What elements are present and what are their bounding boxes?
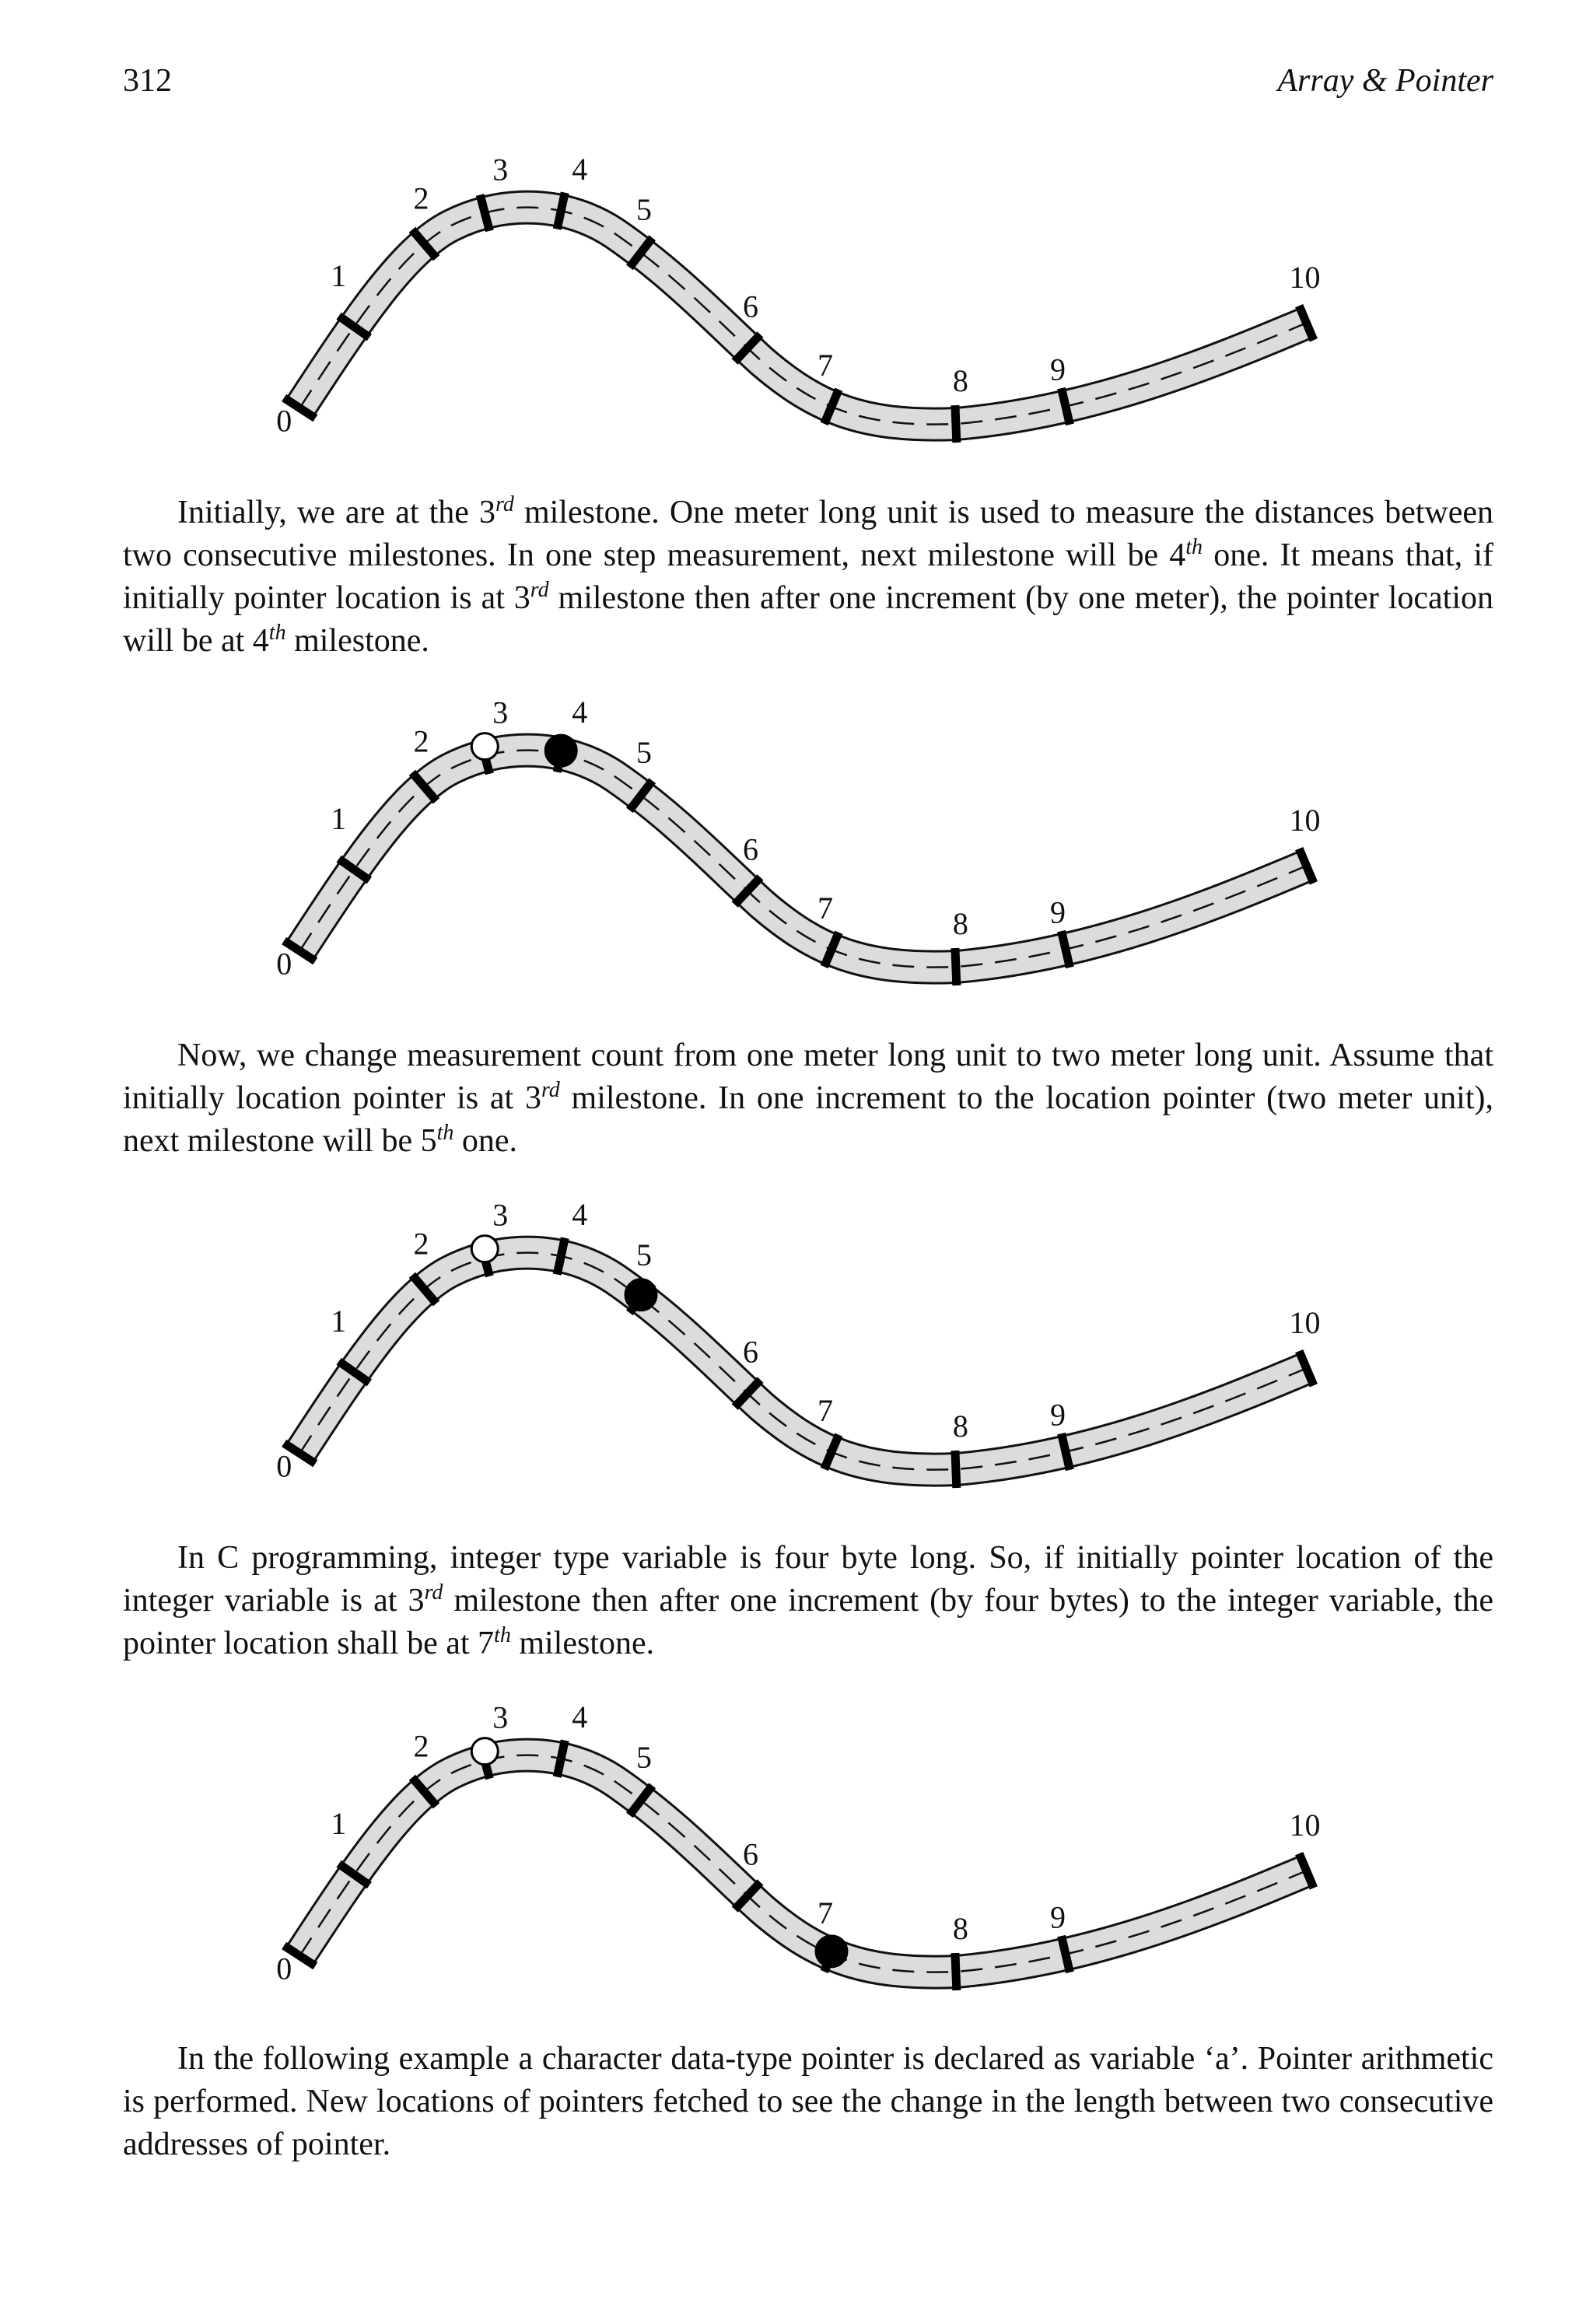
milestone-label-4: 4 [572, 695, 588, 730]
milestone-label-7: 7 [817, 347, 833, 383]
ordinal-superscript: th [494, 1623, 511, 1647]
milestone-label-0: 0 [276, 946, 292, 982]
milestone-label-9: 9 [1049, 352, 1066, 387]
pointer-end-marker [545, 735, 576, 766]
pointer-start-marker [471, 1738, 498, 1765]
milestone-label-9: 9 [1049, 1397, 1066, 1433]
page-header [123, 62, 1493, 109]
milestone-tick-8 [955, 948, 957, 985]
milestone-label-4: 4 [572, 1197, 588, 1233]
milestone-label-3: 3 [492, 1197, 509, 1233]
ordinal-superscript: th [436, 1121, 454, 1145]
milestone-label-9: 9 [1049, 1899, 1066, 1935]
milestone-tick-8 [955, 1953, 957, 1990]
milestone-label-4: 4 [572, 152, 588, 187]
milestone-label-1: 1 [331, 1304, 347, 1339]
milestone-label-10: 10 [1289, 1808, 1321, 1843]
milestone-label-6: 6 [743, 289, 759, 324]
text-run: Initially, we are at the 3 [177, 495, 496, 530]
milestone-label-8: 8 [952, 1911, 968, 1947]
pointer-start-marker [471, 1236, 498, 1262]
milestone-label-6: 6 [743, 831, 759, 867]
text-run: milestone then after one increment (by one meter), the pointer location will be at 4 [123, 580, 1493, 659]
milestone-label-8: 8 [952, 906, 968, 942]
ordinal-superscript: rd [424, 1580, 443, 1605]
milestone-label-5: 5 [636, 734, 653, 770]
milestone-label-6: 6 [743, 1836, 759, 1872]
text-run: milestone. One meter long unit is used to measure the distances between two consecutive milestones. In one step measurement, next milestone will be 4 [123, 495, 1494, 573]
milestone-label-10: 10 [1289, 803, 1321, 838]
milestone-label-2: 2 [413, 1728, 429, 1764]
milestone-label-6: 6 [743, 1334, 759, 1370]
milestone-label-10: 10 [1289, 260, 1321, 296]
text-run: In the following example a character data-type pointer is declared as variable ‘a’. Pointer arithmetic is performed. New locations of pointers fetched to see the change in the length between two consecutive addresses of pointer. [123, 2041, 1493, 2162]
milestone-label-2: 2 [413, 180, 429, 216]
milestone-tick-8 [955, 405, 957, 443]
pointer-start-marker [471, 733, 498, 760]
text-run: milestone. [510, 1626, 655, 1661]
milestone-label-1: 1 [331, 801, 347, 837]
text-run: In C programming, integer type variable is four byte long. So, if initially pointer location of the integer variable is at 3 [123, 1540, 1493, 1619]
text-run: milestone. In one increment to the location pointer (two meter unit), next milestone will be 5 [123, 1080, 1493, 1159]
milestone-label-3: 3 [492, 695, 509, 730]
text-run: milestone then after one increment (by four bytes) to the integer variable, the pointer location shall be at 7 [123, 1583, 1493, 1661]
milestone-label-1: 1 [331, 1806, 347, 1842]
text-run: Now, we change measurement count from one meter long unit to two meter long unit. Assume that initially location pointer is at 3 [123, 1038, 1493, 1116]
paragraph-3 [123, 1537, 1493, 1665]
milestone-label-2: 2 [413, 723, 429, 759]
pointer-end-marker [816, 1936, 847, 1967]
milestone-label-5: 5 [636, 1237, 653, 1272]
milestone-label-5: 5 [636, 1739, 653, 1775]
paragraph-4 [123, 2038, 1493, 2166]
milestone-label-1: 1 [331, 258, 347, 294]
milestone-label-7: 7 [817, 1895, 833, 1930]
milestone-label-0: 0 [276, 1951, 292, 1986]
pointer-end-marker [625, 1279, 656, 1311]
milestone-label-3: 3 [492, 1699, 509, 1735]
milestone-label-4: 4 [572, 1699, 588, 1735]
running-title: Array & Pointer [1277, 63, 1493, 99]
ordinal-superscript: th [1185, 535, 1203, 559]
milestone-tick-8 [955, 1451, 957, 1488]
milestone-label-2: 2 [413, 1226, 429, 1262]
ordinal-superscript: rd [495, 492, 514, 516]
milestone-label-7: 7 [817, 1392, 833, 1428]
milestone-label-5: 5 [636, 191, 653, 227]
text-run: one. It means that, if initially pointer location is at 3 [123, 537, 1493, 616]
milestone-label-8: 8 [952, 1409, 968, 1444]
text-run: milestone. [285, 623, 429, 659]
ordinal-superscript: rd [541, 1078, 560, 1102]
milestone-label-7: 7 [817, 890, 833, 926]
milestone-label-10: 10 [1289, 1305, 1321, 1341]
paragraph-2 [123, 1034, 1493, 1163]
milestone-label-9: 9 [1049, 894, 1066, 930]
ordinal-superscript: th [268, 621, 286, 645]
text-run: one. [453, 1123, 518, 1159]
paragraph-1 [123, 492, 1493, 663]
ordinal-superscript: rd [530, 578, 549, 602]
milestone-label-0: 0 [276, 403, 292, 439]
milestone-label-8: 8 [952, 363, 968, 399]
milestone-label-0: 0 [276, 1448, 292, 1484]
page-number: 312 [123, 63, 172, 99]
milestone-label-3: 3 [492, 152, 509, 187]
